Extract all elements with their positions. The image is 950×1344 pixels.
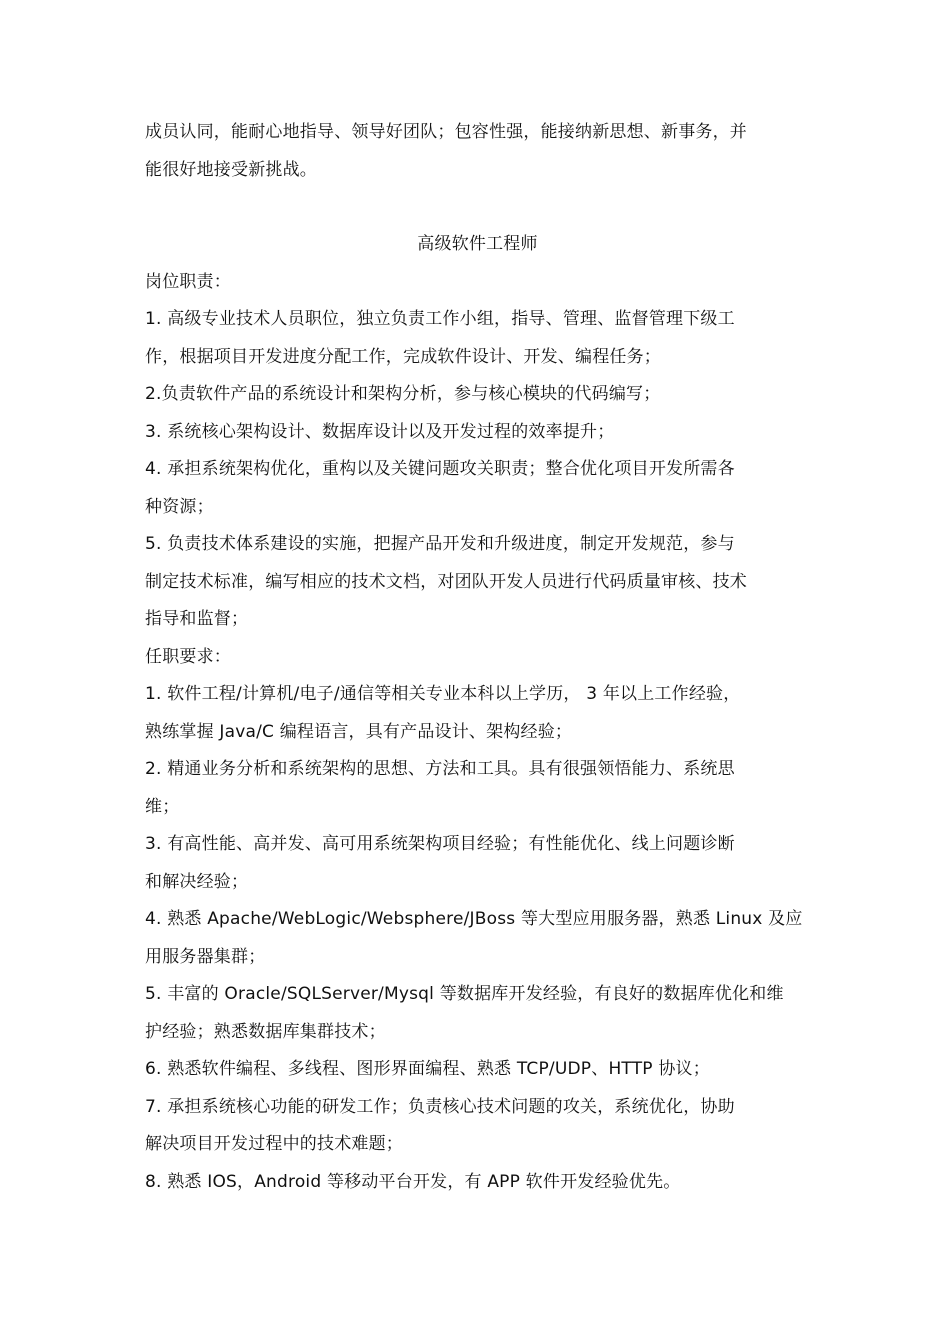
text-line: 制定技术标准，编写相应的技术文档，对团队开发人员进行代码质量审核、技术	[145, 571, 747, 592]
job-title: 高级软件工程师	[417, 234, 538, 254]
requirements-section	[145, 639, 810, 1202]
text-line: 4. 熟悉 Apache/WebLogic/Websphere/JBoss 等大型应用服务器，熟悉 Linux 及应	[145, 909, 803, 929]
text-line: 解决项目开发过程中的技术难题；	[145, 1134, 403, 1154]
text-line: 5. 负责技术体系建设的实施，把握产品开发和升级进度，制定开发规范，参与	[145, 534, 735, 554]
text-line: 能很好地接受新挑战。	[145, 159, 317, 180]
text-line: 3. 有高性能、高并发、高可用系统架构项目经验；有性能优化、线上问题诊断	[145, 834, 735, 854]
text-line: 指导和监督；	[145, 609, 249, 629]
text-line: 维；	[145, 796, 180, 817]
text-line: 3. 系统核心架构设计、数据库设计以及开发过程的效率提升；	[145, 421, 615, 442]
intro-paragraph	[145, 114, 810, 189]
duties-heading: 岗位职责：	[145, 271, 231, 292]
text-line: 2. 精通业务分析和系统架构的思想、方法和工具。具有很强领悟能力、系统思	[145, 759, 735, 779]
text-line: 成员认同，能耐心地指导、领导好团队；包容性强，能接纳新思想、新事务，并	[145, 122, 747, 142]
text-line: 2.负责软件产品的系统设计和架构分析，参与核心模块的代码编写；	[145, 384, 661, 404]
text-line: 护经验；熟悉数据库集群技术；	[145, 1021, 386, 1042]
text-line: 1. 高级专业技术人员职位，独立负责工作小组，指导、管理、监督管理下级工	[145, 309, 735, 329]
text-line: 7. 承担系统核心功能的研发工作；负责核心技术问题的攻关，系统优化，协助	[145, 1096, 735, 1117]
text-line: 5. 丰富的 Oracle/SQLServer/Mysql 等数据库开发经验，有良好的数据库优化和维	[145, 984, 784, 1004]
text-line: 作，根据项目开发进度分配工作，完成软件设计、开发、编程任务；	[145, 346, 661, 367]
duties-section	[145, 264, 810, 639]
text-line: 和解决经验；	[145, 871, 249, 892]
text-line: 4. 承担系统架构优化，重构以及关键问题攻关职责；整合优化项目开发所需各	[145, 459, 735, 479]
text-line: 熟练掌握 Java/C 编程语言，具有产品设计、架构经验；	[145, 721, 573, 742]
text-line: 8. 熟悉 IOS，Android 等移动平台开发，有 APP 软件开发经验优先。	[145, 1171, 681, 1192]
text-line: 种资源；	[145, 496, 214, 517]
text-line: 6. 熟悉软件编程、多线程、图形界面编程、熟悉 TCP/UDP、HTTP 协议；	[145, 1059, 710, 1079]
requirements-heading: 任职要求：	[145, 646, 231, 667]
text-line: 1. 软件工程/计算机/电子/通信等相关专业本科以上学历， 3 年以上工作经验，	[145, 684, 741, 704]
text-line: 用服务器集群；	[145, 946, 266, 967]
document-page	[145, 114, 810, 1201]
